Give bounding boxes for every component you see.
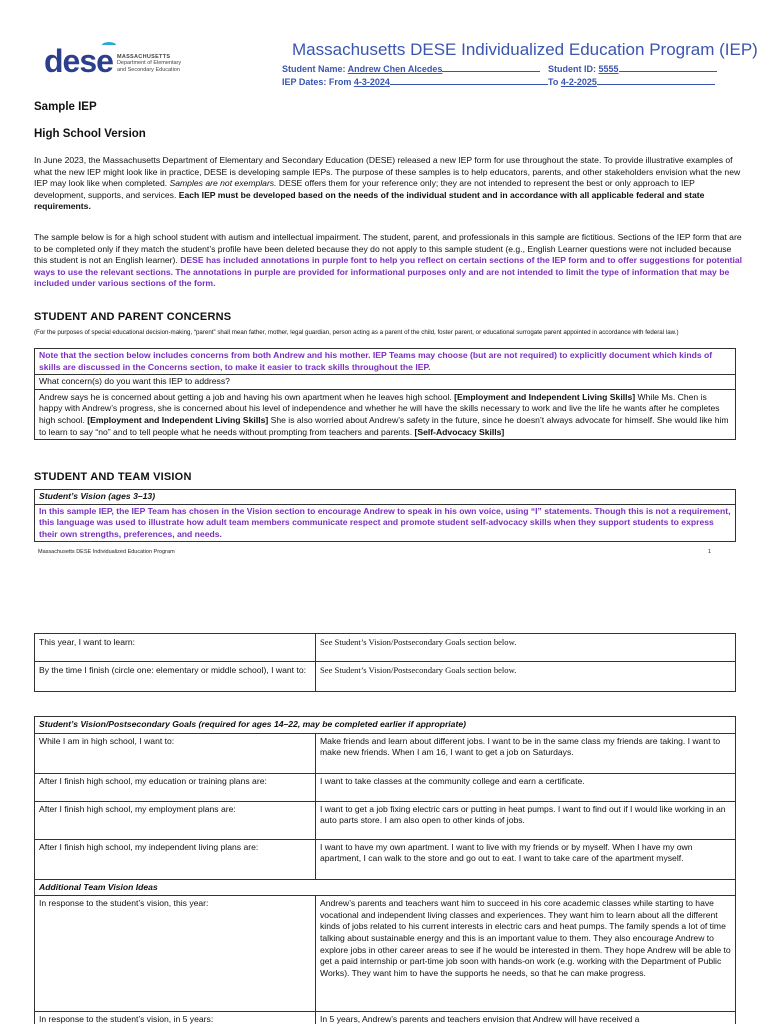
postsecondary-question: After I finish high school, my employment plans are: <box>35 801 316 839</box>
postsecondary-table <box>34 716 736 1024</box>
iep-date-to: 4-2-2025 <box>560 77 597 87</box>
table-row <box>35 1012 736 1024</box>
team-vision-heading: Additional Team Vision Ideas <box>35 879 736 896</box>
vision-young-answer[interactable]: See Student’s Vision/Postsecondary Goals section below. <box>316 662 736 692</box>
logo-wordmark: dese <box>44 43 113 79</box>
vision-young-question: This year, I want to learn: <box>35 634 316 662</box>
concerns-answer[interactable]: Andrew says he is concerned about getting a job and having his own apartment when he leaves high school. [Employment and Independent Living Skills] While Ms. Chen is happy with Andrew’s progress, she is concerned about his level of independence and whether he will have the skills necessary to work and live the life he wants after he completes high school. [Employment and Independent Living Skills] She is also worried about Andrew’s safety in the future, since he doesn’t always advocate for himself. She would like him to learn to say “no” and to tell people what he needs without prompting from teachers and parents. [Self-Advocacy Skills] <box>39 391 729 437</box>
postsecondary-question: After I finish high school, my education or training plans are: <box>35 773 316 801</box>
team-vision-answer[interactable]: Andrew’s parents and teachers want him to succeed in his core academic classes while starting to have vocational and independent living classes and experiences. They want him to learn about all the different kinds of jobs related to his current interests in electric cars and heat pumps. The family spends a lot of time talking about sustainable energy and this is an important value to them. They also encourage Andrew to explore jobs in other career areas to see if he would be interested in them. They hope Andrew will be able to get a paid internship or part-time job soon with hands-on work (e.g. working with the Department of Public Works). They want him to have the supports he needs, so that he can make progress. <box>316 896 736 1012</box>
student-vision-subheading: Student’s Vision (ages 3–13) <box>35 490 735 505</box>
table-row <box>35 801 736 839</box>
vision-heading: STUDENT AND TEAM VISION <box>34 471 192 483</box>
vision-young-answer[interactable]: See Student’s Vision/Postsecondary Goals section below. <box>316 634 736 662</box>
table-row <box>35 773 736 801</box>
sample-iep-heading: Sample IEP <box>34 101 97 113</box>
iep-dates-line: IEP Dates: From 4-3-2024 <box>282 76 548 87</box>
intro-paragraph-2: The sample below is for a high school student with autism and intellectual impairment. The student, parent, and professionals in this sample are fictitious. Sections of the IEP form that are to be completed only if they match the student’s profile have been deleted because they do not apply to this sample student (e.g., English Learner questions were not included because this student is not an English learner). DESE has included annotations in purple font to help you reflect on certain sections of the IEP form and to offer suggestions for potential ways to use the relevant sections. The annotations in purple are provided for informational purposes only and are not intended to limit the type of information that may be included under various sections of the form. <box>34 232 743 289</box>
postsecondary-question: While I am in high school, I want to: <box>35 733 316 773</box>
postsecondary-heading: Student’s Vision/Postsecondary Goals (required for ages 14–22, may be completed earlier if appropriate) <box>35 717 736 734</box>
postsecondary-answer[interactable]: I want to take classes at the community college and earn a certificate. <box>316 773 736 801</box>
student-name-value: Andrew Chen Alcedes <box>347 64 443 74</box>
postsecondary-answer[interactable]: I want to have my own apartment. I want to live with my friends or by myself. When I have my own apartment, I can walk to the store and go out to eat. I want to take care of the apartment myself. <box>316 839 736 879</box>
concerns-box <box>34 348 736 440</box>
table-row <box>35 662 736 692</box>
vision-box <box>34 489 736 542</box>
logo-swoosh-icon <box>102 42 116 48</box>
concerns-question: What concern(s) do you want this IEP to address? <box>35 375 735 390</box>
team-vision-question: In response to the student’s vision, in 5 years: <box>35 1012 316 1024</box>
vision-young-question: By the time I finish (circle one: elementary or middle school), I want to: <box>35 662 316 692</box>
intro-paragraph-1: In June 2023, the Massachusetts Department of Elementary and Secondary Education (DESE) released a new IEP form for use throughout the state. To provide illustrative examples of what the new IEP might look like in practice, DESE is developing sample IEPs. The purpose of these samples is to help educators, parents, and other stakeholders envision what the new IEP may look like when completed. Samples are not exemplars. DESE offers them for your reference only; they are not intended to represent the best or only approach to IEP development, supports, and services. Each IEP must be developed based on the needs of the individual student and in accordance with all applicable federal and state requirements. <box>34 155 741 212</box>
concerns-annotation: Note that the section below includes concerns from both Andrew and his mother. IEP Teams may choose (but are not required) to explicitly document which kinds of skills are discussed in the Concerns section, to make it easier to track skills throughout the IEP. <box>35 349 735 375</box>
student-id-value: 5555 <box>598 64 619 74</box>
table-row <box>35 896 736 1012</box>
table-row <box>35 879 736 896</box>
parent-definition-note: (For the purposes of special educational decision-making, “parent” shall mean father, mother, legal guardian, person acting as a parent of the child, foster parent, or educational surrogate parent appointed in accordance with federal law.) <box>34 329 679 336</box>
student-name-line: Student Name: Andrew Chen Alcedes <box>282 63 540 74</box>
team-vision-question: In response to the student’s vision, this year: <box>35 896 316 1012</box>
logo-subtitle: MASSACHUSETTS Department of Elementary and Secondary Education <box>116 53 182 73</box>
team-vision-answer[interactable]: In 5 years, Andrew’s parents and teachers envision that Andrew will have received a <box>316 1012 736 1024</box>
iep-date-from: 4-3-2024 <box>353 77 390 87</box>
vision-young-table <box>34 633 736 692</box>
student-id-line: Student ID: 5555 <box>548 63 717 74</box>
page-number: 1 <box>708 549 712 555</box>
postsecondary-answer[interactable]: Make friends and learn about different jobs. I want to be in the same class my friends are taking. I want to make new friends. When I am 16, I want to get a job on Saturdays. <box>316 733 736 773</box>
document-title: Massachusetts DESE Individualized Education Program (IEP) <box>292 40 758 59</box>
table-row <box>35 634 736 662</box>
dese-logo <box>44 43 182 79</box>
concerns-heading: STUDENT AND PARENT CONCERNS <box>34 311 232 323</box>
high-school-version-heading: High School Version <box>34 128 146 140</box>
postsecondary-question: After I finish high school, my independent living plans are: <box>35 839 316 879</box>
table-row <box>35 717 736 734</box>
page-footer: Massachusetts DESE Individualized Education Program <box>38 549 175 555</box>
vision-annotation: In this sample IEP, the IEP Team has chosen in the Vision section to encourage Andrew to speak in his own voice, using “I” statements. Though this is not a requirement, this language was used to illustrate how adult team members communicate respect and promote student self-advocacy skills when they support students to express their own strengths, preferences, and needs. <box>39 505 731 539</box>
table-row <box>35 733 736 773</box>
table-row <box>35 839 736 879</box>
postsecondary-answer[interactable]: I want to get a job fixing electric cars or putting in heat pumps. I want to find out if I would like working in an auto parts store. I am also open to other kinds of jobs. <box>316 801 736 839</box>
iep-date-to-line: To 4-2-2025 <box>548 76 715 87</box>
